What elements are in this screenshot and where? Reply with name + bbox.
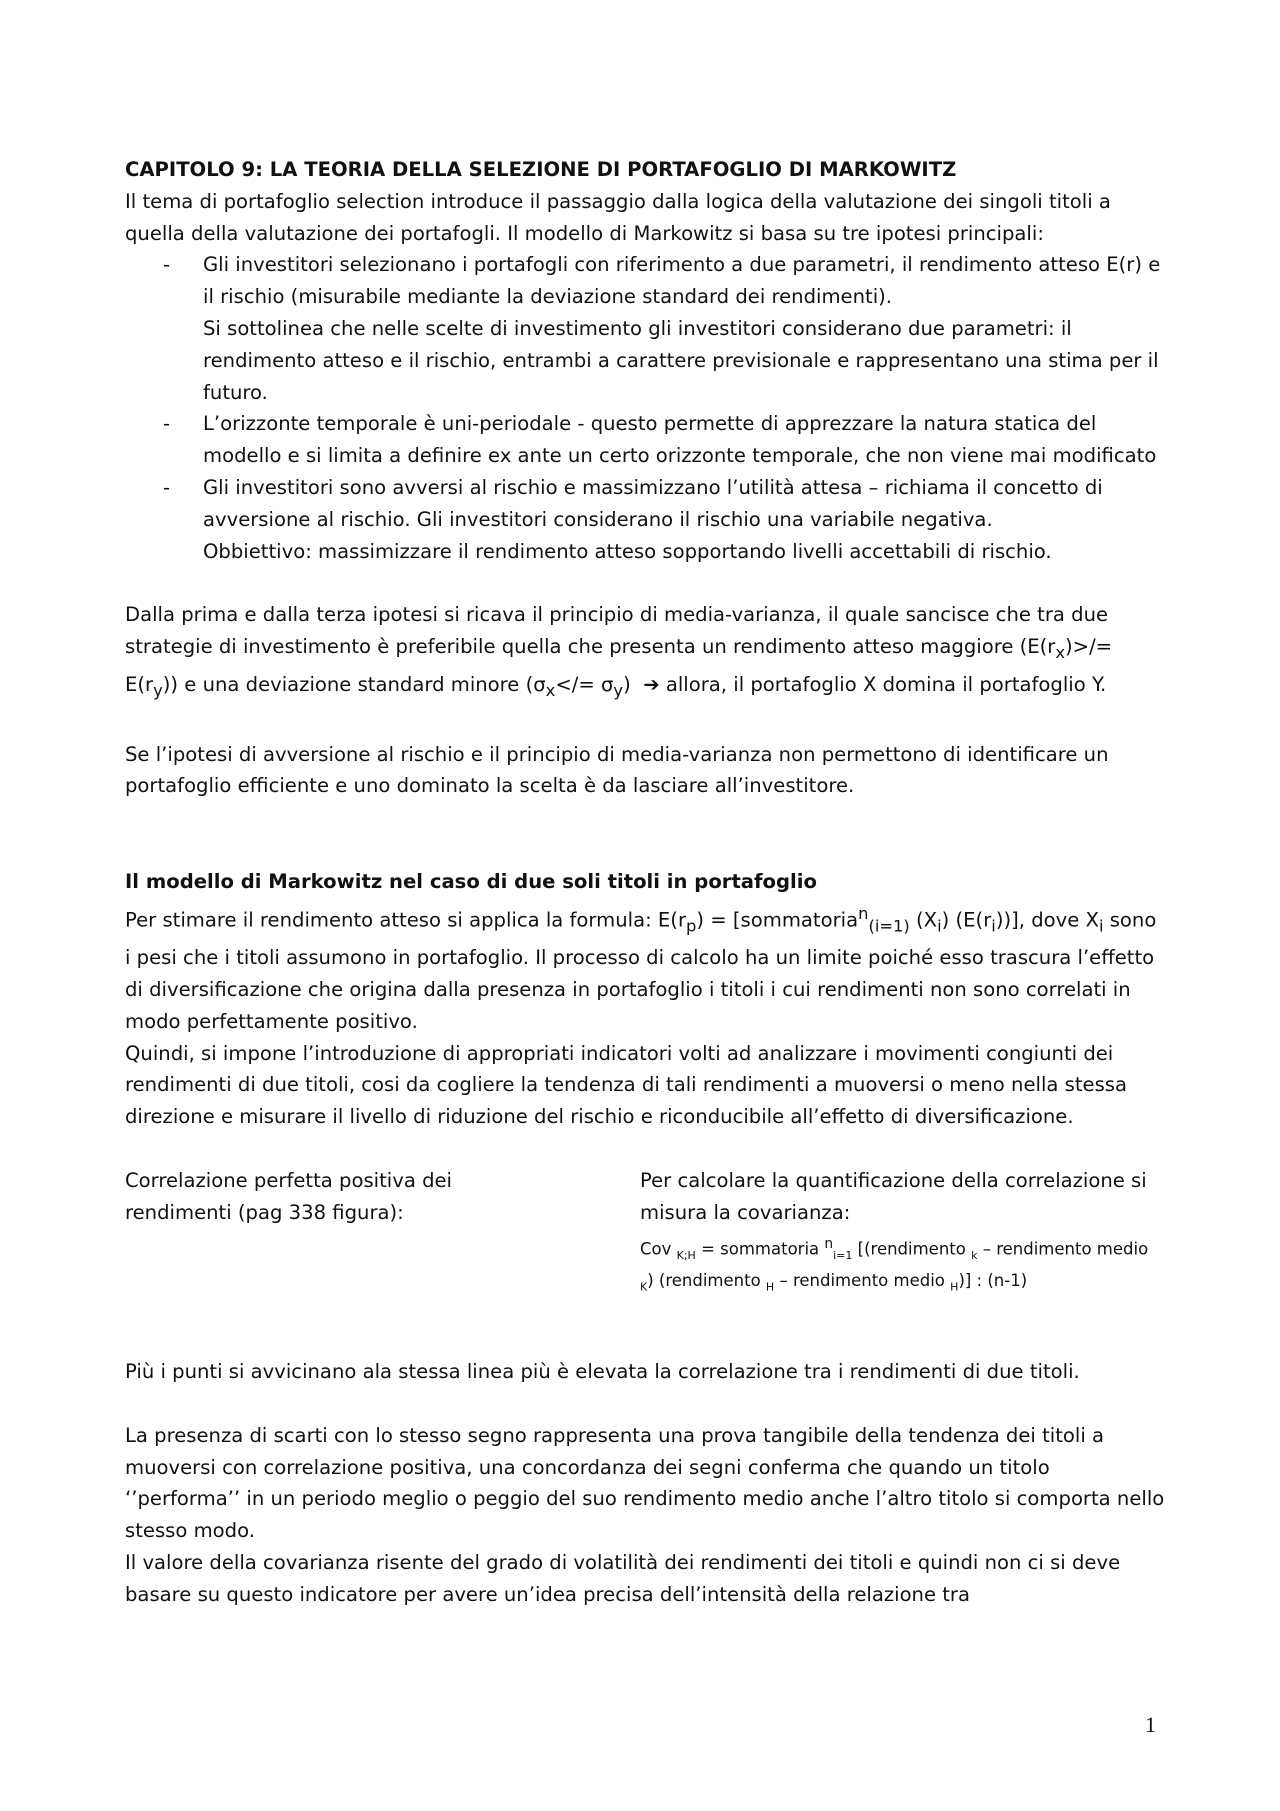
list-item-text: L’orizzonte temporale è uni-periodale - questo permette di apprezzare la natura statica del modello e si limita a definire ex ante un certo orizzonte temporale, che non viene mai modificato	[203, 412, 1157, 468]
section-title: Il modello di Markowitz nel caso di due soli titoli in portafoglio	[125, 870, 817, 894]
media-varianza-paragraph: Dalla prima e dalla terza ipotesi si ricava il principio di media-varianza, il quale sancisce che tra due strategie di investimento è preferibile quella che presenta un rendimento atteso maggiore $(E(r_x)>/= E(r_y))$ e una deviazione standard minore $(\sigma_x</= \sigma_y)$ ➔ allora, il portafoglio X domina il portafoglio Y.	[125, 603, 1113, 700]
valore-paragraph: Il valore della covarianza risente del grado di volatilità dei rendimenti dei titoli e quindi non ci si deve basare su questo indicatore per avere un’idea precisa dell’intensità della relazione tra	[125, 1550, 1121, 1606]
avversione-paragraph: Se l’ipotesi di avversione al rischio e il principio di media-varianza non permettono di identificare un portafoglio efficiente e uno dominato la scelta è da lasciare all’investitore.	[125, 742, 1109, 798]
correlation-figure-caption: Correlazione perfetta positiva dei rendimenti (pag 338 figura):	[125, 1168, 452, 1224]
covariance-intro: Per calcolare la quantificazione della correlazione si misura la covarianza:	[640, 1168, 1147, 1224]
list-item-text: Gli investitori selezionano i portafogli con riferimento a due parametri, il rendimento atteso E(r) e il rischio (misurabile mediante la deviazione standard dei rendimenti).	[203, 253, 1161, 309]
intro-paragraph: Il tema di portafoglio selection introduce il passaggio dalla logica della valutazione dei singoli titoli a quella della valutazione dei portafogli. Il modello di Markowitz si basa su tre ipotesi principali:	[125, 189, 1111, 245]
page-number: 1	[1145, 1712, 1156, 1737]
hypotheses-list	[125, 249, 1165, 567]
bullet-dash: -	[163, 412, 171, 436]
two-column-block	[125, 1165, 1165, 1294]
punti-paragraph: Più i punti si avvicinano ala stessa linea più è elevata la correlazione tra i rendimenti di due titoli.	[125, 1359, 1080, 1383]
covariance-formula: Cov $_{K;H}$ = sommatoria $^n_{i=1}$ [(rendimento $_k$ – rendimento medio $_K$) (rendimento $_H$ – rendimento medio $_H$)] : (n-1)	[640, 1235, 1149, 1294]
covariance-block	[640, 1165, 1165, 1301]
formula-paragraph: Per stimare il rendimento atteso si applica la formula: $E(r_p)$ = [sommatoria$^n_{(i=1)}$ $(X_i)$ $(E(r_i))$], dove $X_i$ sono i pesi che i titoli assumono in portafoglio. Il processo di calcolo ha un limite poiché esso trascura l’effetto di diversificazione che origina dalla presenza in portafoglio i titoli i cui rendimenti non sono correlati in modo perfettamente positivo.	[125, 903, 1157, 1033]
bullet-dash: -	[163, 475, 171, 499]
list-item-extra: Si sottolinea che nelle scelte di investimento gli investitori considerano due parametri: il rendimento atteso e il rischio, entrambi a carattere previsionale e rappresentano una stima per il futuro.	[203, 316, 1159, 404]
list-item	[125, 408, 1165, 472]
document-page	[125, 154, 1165, 1611]
chapter-title: CAPITOLO 9: LA TEORIA DELLA SELEZIONE DI PORTAFOGLIO DI MARKOWITZ	[125, 158, 957, 181]
bullet-dash: -	[163, 253, 171, 277]
quindi-paragraph: Quindi, si impone l’introduzione di appropriati indicatori volti ad analizzare i movimenti congiunti dei rendimenti di due titoli, cosi da cogliere la tendenza di tali rendimenti a muoversi o meno nella stessa direzione e misurare il livello di riduzione del rischio e riconducibile all’effetto di diversificazione.	[125, 1041, 1127, 1129]
list-item-extra: Obbiettivo: massimizzare il rendimento atteso sopportando livelli accettabili di rischio.	[203, 539, 1052, 563]
list-item	[125, 249, 1165, 408]
arrow-right-icon: ➔	[643, 672, 660, 696]
scarti-paragraph: La presenza di scarti con lo stesso segno rappresenta una prova tangibile della tendenza dei titoli a muoversi con correlazione positiva, una concordanza dei segni conferma che quando un titolo ‘’performa’’ in un periodo meglio o peggio del suo rendimento medio anche l’altro titolo si comporta nello stesso modo.	[125, 1423, 1165, 1543]
list-item	[125, 472, 1165, 567]
list-item-text: Gli investitori sono avversi al rischio e massimizzano l’utilità attesa – richiama il concetto di avversione al rischio. Gli investitori considerano il rischio una variabile negativa.	[203, 475, 1103, 531]
